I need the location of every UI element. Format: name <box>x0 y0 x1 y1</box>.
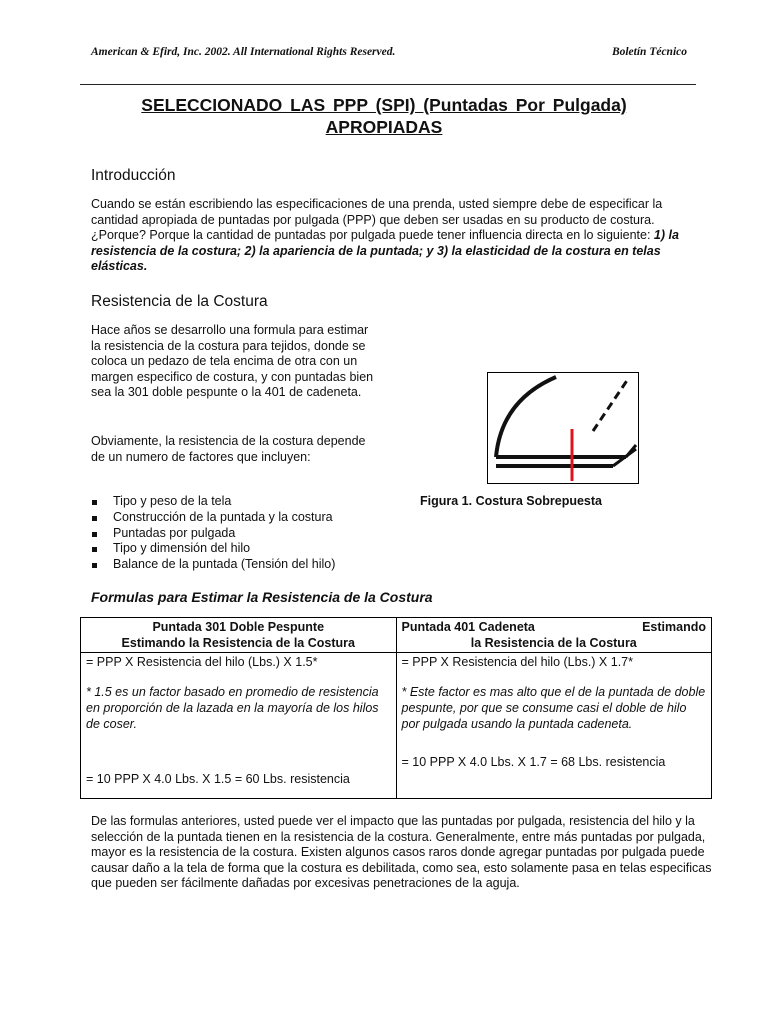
note-301: * 1.5 es un factor basado en promedio de resistencia en proporción de la lazada en la mayoría de los hilos de coser. <box>86 685 379 731</box>
example-401: = 10 PPP X 4.0 Lbs. X 1.7 = 68 Lbs. resistencia <box>401 755 666 769</box>
closing-paragraph: De las formulas anteriores, usted puede ver el impacto que las puntadas por pulgada, resistencia del hilo y la selección de la puntada tienen en la resistencia de la costura. Generalmente, entre más puntadas por pulgada, mayor es la resistencia de la costura. Existen algunos casos raros donde agregar puntadas por pulgada puede causar daño a la tela de forma que la costura es debilitada, como sea, esto solamente pasa en telas especificas que pueden ser fácilmente dañadas por excesivas penetraciones de la aguja. <box>91 814 712 891</box>
figure-caption: Figura 1. Costura Sobrepuesta <box>420 494 602 508</box>
stitch-line <box>593 379 628 431</box>
factor-list <box>91 494 335 573</box>
formula-401: = PPP X Resistencia del hilo (Lbs.) X 1.7* <box>401 655 633 669</box>
header-401-line-2: la Resistencia de la Costura <box>470 636 637 650</box>
title-line-2: APROPIADAS <box>325 117 443 137</box>
column-header-401 <box>396 618 712 653</box>
header-301-line-2: Estimando la Resistencia de la Costura <box>121 636 355 650</box>
formulas-table <box>80 617 712 799</box>
lapped-seam-illustration <box>488 373 638 483</box>
seam-strength-paragraph-1: Hace años se desarrollo una formula para estimar la resistencia de la costura para tejidos, donde se coloca un pedazo de tela encima de otra con un margen especifico de costura, y con puntadas bien sea la 301 doble pespunte o la 401 de cadeneta. <box>91 323 374 400</box>
intro-emphasis: 1) la resistencia de la costura; 2) la apariencia de la puntada; y 3) la elasticidad de la costura en telas elásticas. <box>91 228 679 274</box>
top-fabric-edge <box>496 377 556 457</box>
lapped-seam-figure <box>487 372 639 484</box>
list-item: Tipo y peso de la tela <box>91 494 335 510</box>
intro-heading: Introducción <box>91 167 176 184</box>
copyright-notice: American & Efird, Inc. 2002. All International Rights Reserved. <box>91 46 396 58</box>
title-line-1: SELECCIONADO LAS PPP (SPI) (Puntadas Por Pulgada) <box>141 95 627 115</box>
formulas-title: Formulas para Estimar la Resistencia de la Costura <box>91 589 433 605</box>
list-item: Puntadas por pulgada <box>91 526 335 542</box>
example-301: = 10 PPP X 4.0 Lbs. X 1.5 = 60 Lbs. resistencia <box>86 772 350 786</box>
list-item: Balance de la puntada (Tensión del hilo) <box>91 557 335 573</box>
intro-text: Cuando se están escribiendo las especificaciones de una prenda, usted siempre debe de especificar la cantidad apropiada de puntadas por pulgada (PPP) que deben ser usadas en su producto de costura. ¿Porque? Porque la cantidad de puntadas por pulgada puede tener influencia directa en lo siguiente: <box>91 197 663 243</box>
table-row <box>81 653 712 799</box>
bulletin-label: Boletín Técnico <box>611 46 687 58</box>
header-divider <box>80 84 696 85</box>
list-item: Construcción de la puntada y la costura <box>91 510 335 526</box>
table-header-row <box>81 618 712 653</box>
intro-paragraph <box>91 197 711 275</box>
seam-strength-paragraph-2: Obviamente, la resistencia de la costura depende de un numero de factores que incluyen: <box>91 434 366 464</box>
header-401-line-1 <box>402 619 707 635</box>
list-item: Tipo y dimensión del hilo <box>91 541 335 557</box>
cell-401 <box>396 653 712 799</box>
note-401: * Este factor es mas alto que el de la puntada de doble pespunte, por que se consume casi el doble de hilo por pulgada usando la puntada cadeneta. <box>401 685 706 731</box>
column-header-301 <box>81 618 397 653</box>
page-header <box>91 46 687 58</box>
seam-strength-heading: Resistencia de la Costura <box>91 293 268 310</box>
cell-301 <box>81 653 397 799</box>
formula-301: = PPP X Resistencia del hilo (Lbs.) X 1.5* <box>86 655 318 669</box>
header-301-line-1: Puntada 301 Doble Pespunte <box>152 620 325 634</box>
header-401-stitch: Puntada 401 Cadeneta <box>401 620 535 634</box>
page-title <box>90 94 678 138</box>
header-401-estimating: Estimando <box>642 620 706 634</box>
